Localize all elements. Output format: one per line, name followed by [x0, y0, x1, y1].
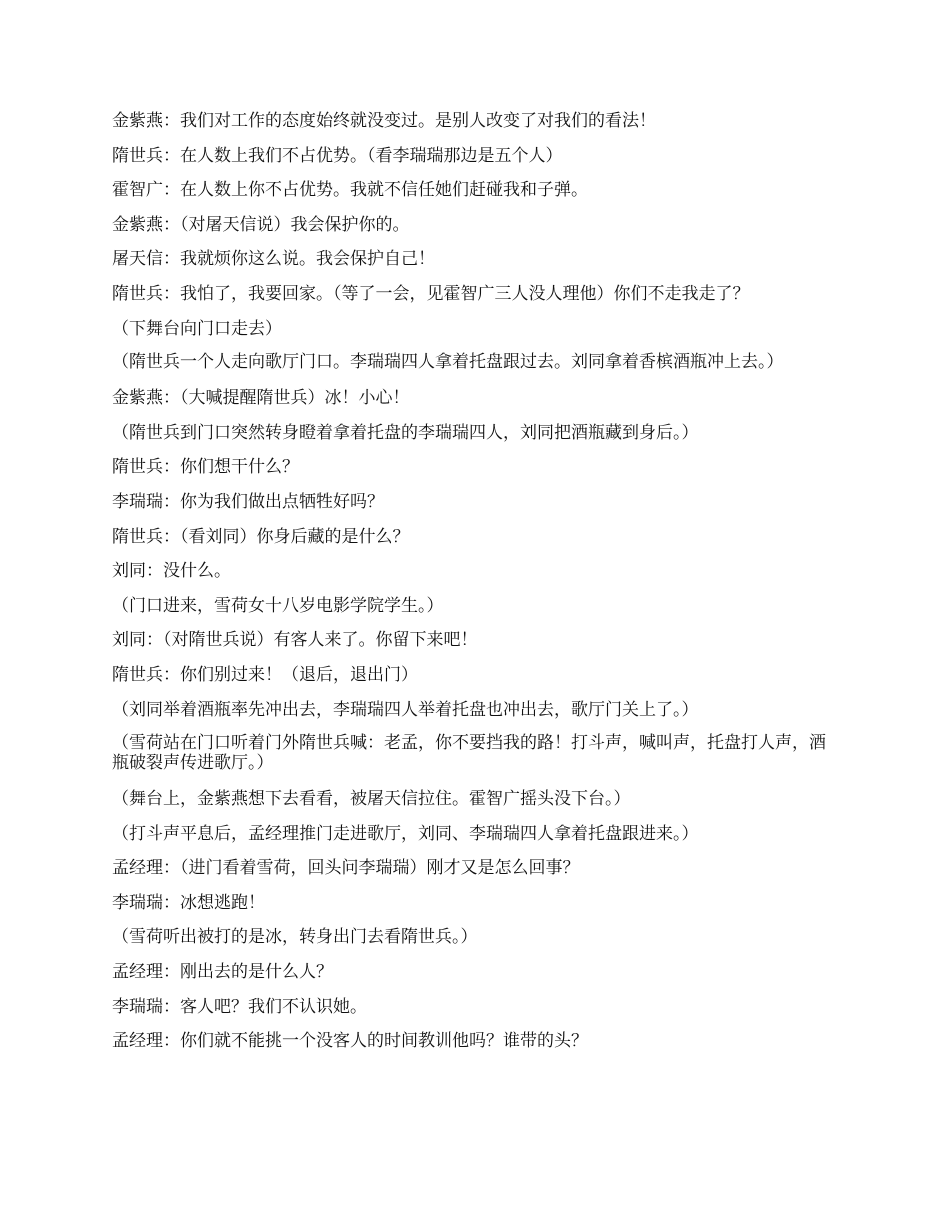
dialogue-line: 隋世兵：你们想干什么？: [112, 457, 299, 478]
stage-direction: （雪荷听出被打的是冰，转身出门去看隋世兵。）: [112, 927, 478, 948]
stage-direction: （门口进来，雪荷女十八岁电影学院学生。）: [112, 595, 444, 616]
dialogue-line: 金紫燕：我们对工作的态度始终就没变过。是别人改变了对我们的看法！: [112, 111, 656, 131]
dialogue-line: 孟经理：你们就不能挑一个没客人的时间教训他吗？谁带的头？: [112, 1031, 588, 1052]
dialogue-line: 隋世兵：我怕了，我要回家。（等了一会，见霍智广三人没人理他）你们不走我走了？: [112, 283, 750, 304]
dialogue-line: 屠天信：我就烦你这么说。我会保护自己！: [112, 249, 435, 270]
script-page: [112, 110, 842, 1065]
dialogue-line: 金紫燕：（大喊提醒隋世兵）冰！小心！: [112, 388, 410, 409]
dialogue-line: 霍智广：在人数上你不占优势。我就不信任她们赶碰我和子弹。: [112, 180, 588, 201]
stage-direction: （下舞台向门口走去）: [112, 318, 282, 339]
stage-direction: （隋世兵到门口突然转身瞪着拿着托盘的李瑞瑞四人，刘同把酒瓶藏到身后。）: [112, 422, 699, 443]
dialogue-line: 孟经理：刚出去的是什么人？: [112, 962, 333, 983]
stage-direction: （舞台上，金紫燕想下去看看，被屠天信拉住。霍智广摇头没下台。）: [112, 789, 631, 810]
dialogue-line: 隋世兵：（看刘同）你身后藏的是什么？: [112, 526, 410, 547]
dialogue-line: 隋世兵：你们别过来！（退后，退出门）: [112, 664, 418, 685]
dialogue-line: 金紫燕：（对屠天信说）我会保护你的。: [112, 214, 410, 235]
dialogue-line: 刘同：（对隋世兵说）有客人来了。你留下来吧！: [112, 630, 478, 651]
stage-direction: （打斗声平息后，孟经理推门走进歌厅，刘同、李瑞瑞四人拿着托盘跟进来。）: [112, 823, 699, 844]
dialogue-line: 刘同：没什么。: [112, 561, 231, 582]
stage-direction: （雪荷站在门口听着门外隋世兵喊：老孟，你不要挡我的路！打斗声，喊叫声，托盘打人声，酒瓶破裂声传进歌厅。）: [112, 733, 826, 774]
dialogue-line: 李瑞瑞：你为我们做出点牺牲好吗？: [112, 491, 384, 512]
stage-direction: （隋世兵一个人走向歌厅门口。李瑞瑞四人拿着托盘跟过去。刘同拿着香槟酒瓶冲上去。）: [112, 352, 784, 373]
stage-direction: （刘同举着酒瓶率先冲出去，李瑞瑞四人举着托盘也冲出去，歌厅门关上了。）: [112, 699, 699, 720]
dialogue-line: 隋世兵：在人数上我们不占优势。（看李瑞瑞那边是五个人）: [112, 145, 563, 166]
dialogue-line: 李瑞瑞：客人吧？我们不认识她。: [112, 996, 367, 1017]
dialogue-line: 孟经理：（进门看着雪荷，回头问李瑞瑞）刚才又是怎么回事？: [112, 858, 580, 879]
dialogue-line: 李瑞瑞：冰想逃跑！: [112, 892, 265, 913]
